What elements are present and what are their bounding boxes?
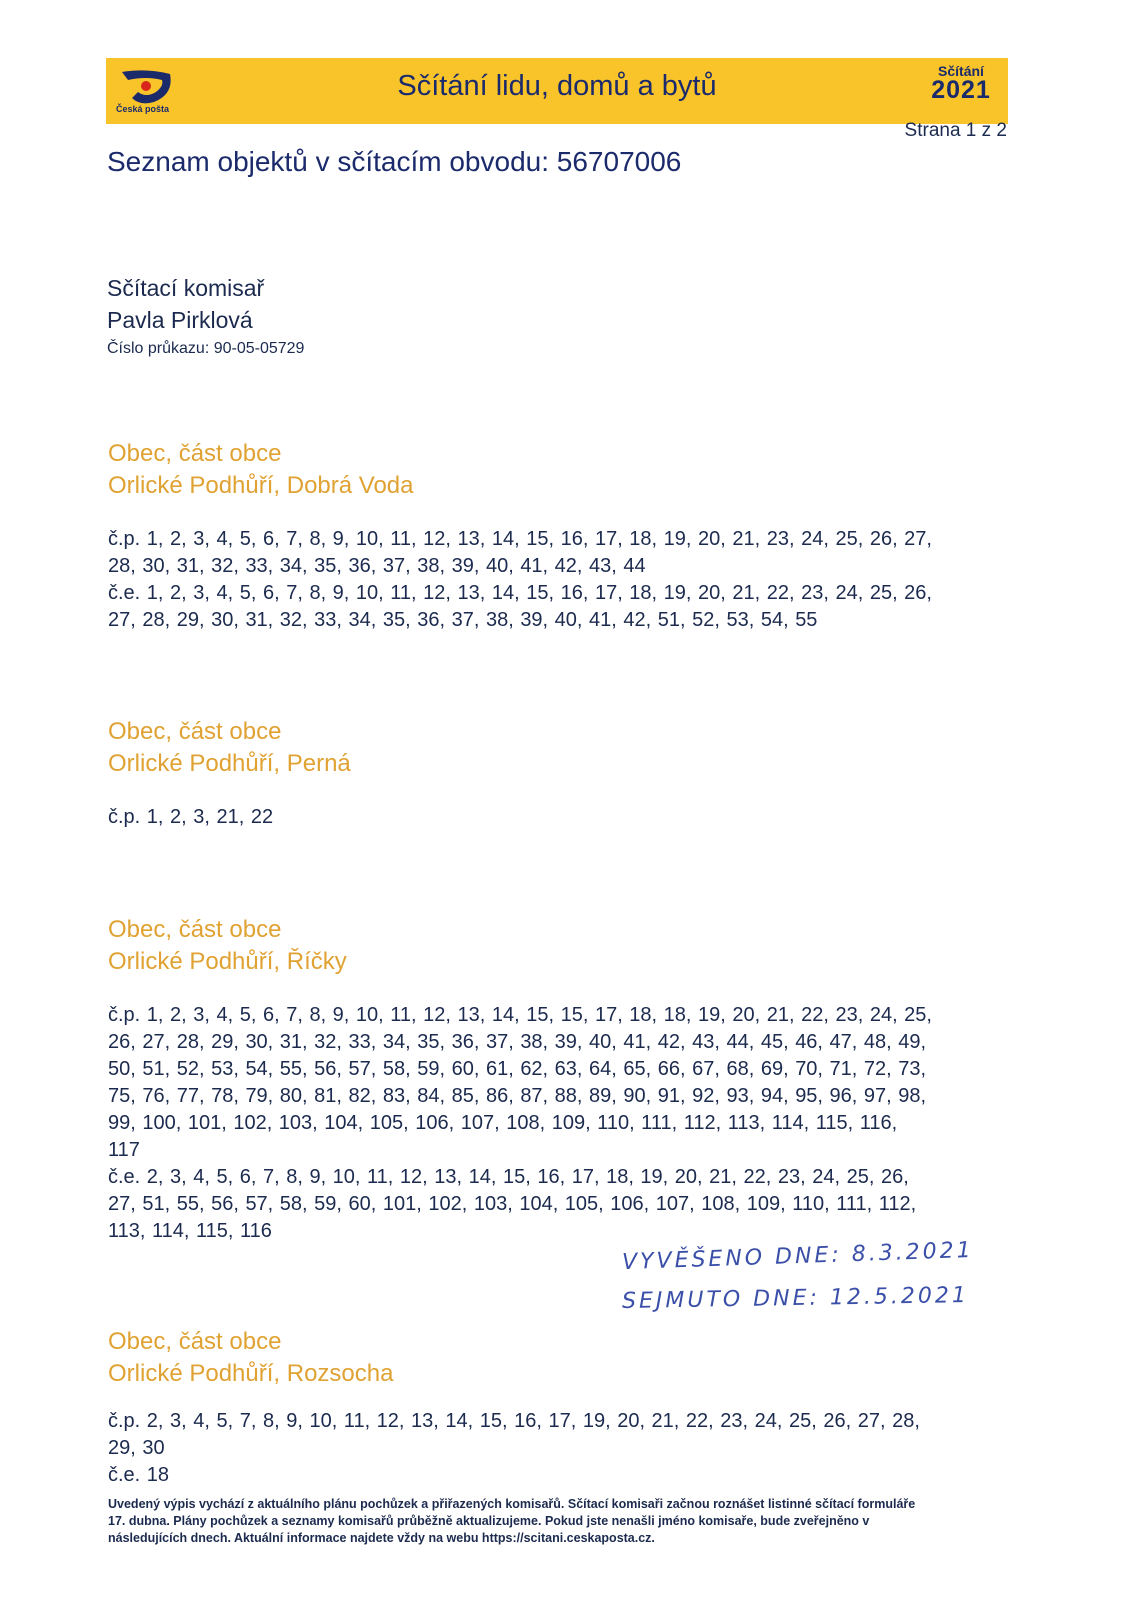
footer-line: Uvedený výpis vychází z aktuálního plánu pochůzek a přiřazených komisařů. Sčítací komisaři začnou roznášet listinné sčítací formuláře: [108, 1497, 916, 1511]
section-numbers: [108, 1408, 1008, 1489]
numbers-line: 99, 100, 101, 102, 103, 104, 105, 106, 107, 108, 109, 110, 111, 112, 113, 114, 115, 116,: [108, 1112, 898, 1134]
numbers-line: č.e. 1, 2, 3, 4, 5, 6, 7, 8, 9, 10, 11, 12, 13, 14, 15, 16, 17, 18, 19, 20, 21, 22, 23, 24, 25, 26,: [108, 582, 932, 604]
numbers-line: 27, 28, 29, 30, 31, 32, 33, 34, 35, 36, 37, 38, 39, 40, 41, 42, 51, 52, 53, 54, 55: [108, 609, 818, 631]
document-title: Seznam objektů v sčítacím obvodu: 56707006: [107, 146, 682, 177]
section-place: Orlické Podhůří, Rozsocha: [108, 1360, 394, 1387]
numbers-line: 113, 114, 115, 116: [108, 1220, 272, 1242]
logo-text: Česká pošta: [116, 104, 170, 114]
numbers-line: 29, 30: [108, 1437, 165, 1459]
numbers-line: 75, 76, 77, 78, 79, 80, 81, 82, 83, 84, 85, 86, 87, 88, 89, 90, 91, 92, 93, 94, 95, 96, 97, 98,: [108, 1085, 927, 1107]
footer-line: 17. dubna. Plány pochůzek a seznamy komisařů průběžně aktualizujeme. Pokud jste nenašli jméno komisaře, bude zveřejněno v: [108, 1514, 870, 1528]
section-label: Obec, část obce: [108, 440, 282, 467]
numbers-line: 26, 27, 28, 29, 30, 31, 32, 33, 34, 35, 36, 37, 38, 39, 40, 41, 42, 43, 44, 45, 46, 47, 48, 49,: [108, 1031, 927, 1053]
numbers-line: č.e. 18: [108, 1464, 170, 1486]
section-numbers: [108, 1002, 1008, 1245]
section-numbers: [108, 526, 1008, 634]
section-label: Obec, část obce: [108, 916, 282, 943]
commissioner-block: [107, 272, 304, 358]
badge-year: 2021: [931, 76, 991, 104]
numbers-line: č.p. 1, 2, 3, 4, 5, 6, 7, 8, 9, 10, 11, 12, 13, 14, 15, 15, 17, 18, 18, 19, 20, 21, 22, 23, 24, 25,: [108, 1004, 932, 1026]
section-place: Orlické Podhůří, Říčky: [108, 948, 347, 975]
footer-line: následujících dnech. Aktuální informace najdete vždy na webu https://scitani.ceskaposta.cz.: [108, 1531, 655, 1545]
banner-title: Sčítání lidu, domů a bytů: [397, 70, 717, 102]
handwritten-posted-date: VYVĚŠENO DNE: 8.3.2021: [621, 1237, 975, 1276]
commissioner-card-number: Číslo průkazu: 90-05-05729: [107, 340, 305, 357]
numbers-line: 117: [108, 1139, 140, 1161]
numbers-line: 50, 51, 52, 53, 54, 55, 56, 57, 58, 59, 60, 61, 62, 63, 64, 65, 66, 67, 68, 69, 70, 71, 72, 73,: [108, 1058, 927, 1080]
section-dobra-voda: [108, 438, 1008, 634]
footer-note: [108, 1496, 1028, 1547]
census-badge: [926, 64, 996, 103]
commissioner-role: Sčítací komisař: [107, 275, 265, 301]
numbers-line: 27, 51, 55, 56, 57, 58, 59, 60, 101, 102, 103, 104, 105, 106, 107, 108, 109, 110, 111, 112,: [108, 1193, 917, 1215]
section-ricky: [108, 914, 1008, 1245]
section-label: Obec, část obce: [108, 1328, 282, 1355]
numbers-line: č.p. 1, 2, 3, 21, 22: [108, 806, 274, 828]
handwritten-removed-date: SEJMUTO DNE: 12.5.2021: [621, 1282, 970, 1315]
numbers-line: č.p. 1, 2, 3, 4, 5, 6, 7, 8, 9, 10, 11, 12, 13, 14, 15, 16, 17, 18, 19, 20, 21, 23, 24, 25, 26, 27,: [108, 528, 932, 550]
section-label: Obec, část obce: [108, 718, 282, 745]
numbers-line: č.p. 2, 3, 4, 5, 7, 8, 9, 10, 11, 12, 13, 14, 15, 16, 17, 19, 20, 21, 22, 23, 24, 25, 26, 27, 28,: [108, 1410, 920, 1432]
numbers-line: 28, 30, 31, 32, 33, 34, 35, 36, 37, 38, 39, 40, 41, 42, 43, 44: [108, 555, 646, 577]
page-number: Strana 1 z 2: [904, 120, 1007, 141]
section-perna: [108, 716, 1008, 831]
section-place: Orlické Podhůří, Dobrá Voda: [108, 472, 414, 499]
badge-word: Sčítání: [938, 63, 984, 79]
header-banner: [106, 58, 1008, 124]
section-numbers: [108, 804, 1008, 831]
commissioner-name: Pavla Pirklová: [107, 307, 253, 333]
section-place: Orlické Podhůří, Perná: [108, 750, 351, 777]
numbers-line: č.e. 2, 3, 4, 5, 6, 7, 8, 9, 10, 11, 12, 13, 14, 15, 16, 17, 18, 19, 20, 21, 22, 23, 24, 25, 26,: [108, 1166, 909, 1188]
section-rozsocha: [108, 1326, 1008, 1489]
